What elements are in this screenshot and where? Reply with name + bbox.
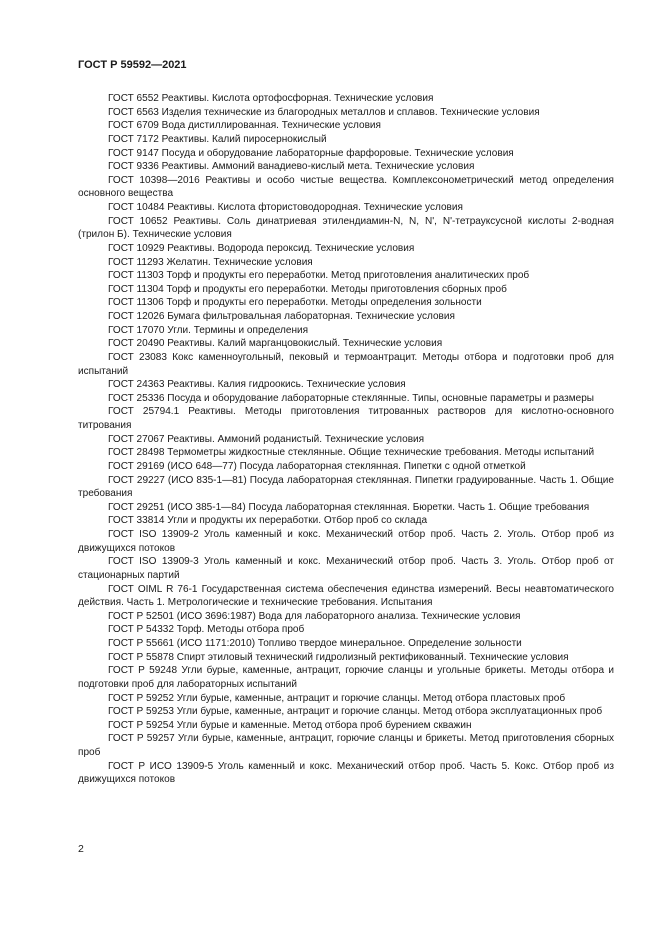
reference-item: ГОСТ Р 59254 Угли бурые и каменные. Метод отбора проб бурением скважин [108, 719, 472, 731]
reference-item: ГОСТ 10929 Реактивы. Водорода пероксид. Технические условия [108, 242, 415, 254]
reference-item: ГОСТ 9336 Реактивы. Аммоний ванадиево-кислый мета. Технические условия [108, 161, 475, 173]
reference-item: ГОСТ 7172 Реактивы. Калий пиросернокислый [108, 133, 327, 145]
reference-item: ГОСТ Р 59257 Угли бурые, каменные, антрацит, горючие сланцы и брикеты. Метод приготовления сборных проб [78, 733, 614, 758]
reference-item: ГОСТ 12026 Бумага фильтровальная лабораторная. Технические условия [108, 311, 455, 322]
reference-item: ГОСТ 17070 Угли. Термины и определения [108, 324, 309, 336]
reference-item: ГОСТ 11306 Торф и продукты его переработки. Методы определения зольности [108, 297, 482, 309]
reference-item: ГОСТ 11304 Торф и продукты его переработки. Методы приготовления сборных проб [108, 283, 507, 295]
reference-item: ГОСТ 6552 Реактивы. Кислота ортофосфорная. Технические условия [108, 93, 434, 104]
reference-item: ГОСТ ISO 13909-3 Уголь каменный и кокс. Механический отбор проб. Часть 3. Уголь. Отбор проб от стационарных партий [78, 556, 614, 581]
reference-item: ГОСТ ISO 13909-2 Уголь каменный и кокс. Механический отбор проб. Часть 2. Уголь. Отбор проб из движущихся потоков [78, 529, 614, 554]
reference-item: ГОСТ 10398—2016 Реактивы и особо чистые вещества. Комплексонометрический метод определения основного вещества [78, 174, 614, 200]
reference-item: ГОСТ 11293 Желатин. Технические условия [108, 256, 313, 268]
reference-item: ГОСТ 23083 Кокс каменноугольный, пековый и термоантрацит. Методы отбора и подготовки проб для испытаний [78, 351, 614, 377]
reference-item: ГОСТ Р 52501 (ИСО 3696:1987) Вода для лабораторного анализа. Технические условия [108, 610, 521, 622]
reference-item: ГОСТ OIML R 76-1 Государственная система обеспечения единства измерений. Весы неавтоматического действия. Часть 1. Метрологические и технические требования. Испытания [78, 583, 614, 609]
reference-item: ГОСТ 10652 Реактивы. Соль динатриевая этилендиамин-N, N, N', N'-тетрауксусной кислоты 2-водная (трилон Б). Технические условия [78, 215, 614, 241]
reference-item: ГОСТ Р 54332 Торф. Методы отбора проб [108, 624, 305, 636]
reference-item: ГОСТ 20490 Реактивы. Калий марганцовокислый. Технические условия [108, 338, 443, 350]
reference-item: ГОСТ 29227 (ИСО 835-1—81) Посуда лабораторная стеклянная. Пипетки градуированные. Часть 1. Общие требования [78, 474, 614, 500]
reference-item: ГОСТ 25336 Посуда и оборудование лабораторные стеклянные. Типы, основные параметры и размеры [108, 392, 595, 404]
reference-item: ГОСТ 6563 Изделия технические из благородных металлов и сплавов. Технические условия [108, 106, 540, 118]
reference-item: ГОСТ 29169 (ИСО 648—77) Посуда лабораторная стеклянная. Пипетки с одной отметкой [108, 460, 526, 472]
reference-item: ГОСТ Р 59253 Угли бурые, каменные, антрацит и горючие сланцы. Метод отбора эксплуатационных проб [108, 706, 603, 718]
page-header: ГОСТ Р 59592—2021 [78, 59, 187, 71]
page-number: 2 [78, 843, 84, 855]
reference-item: ГОСТ 29251 (ИСО 385-1—84) Посуда лабораторная стеклянная. Бюретки. Часть 1. Общие требования [108, 501, 590, 513]
reference-item: ГОСТ 33814 Угли и продукты их переработки. Отбор проб со склада [108, 515, 428, 527]
normative-references-list [78, 92, 614, 787]
reference-item: ГОСТ 10484 Реактивы. Кислота фтористоводородная. Технические условия [108, 202, 463, 213]
reference-item: ГОСТ 27067 Реактивы. Аммоний роданистый. Технические условия [108, 433, 425, 445]
reference-item: ГОСТ 28498 Термометры жидкостные стеклянные. Общие технические требования. Методы испытаний [108, 447, 595, 459]
reference-item: ГОСТ 9147 Посуда и оборудование лабораторные фарфоровые. Технические условия [108, 147, 514, 159]
reference-item: ГОСТ Р ИСО 13909-5 Уголь каменный и кокс. Механический отбор проб. Часть 5. Кокс. Отбор проб из движущихся потоков [78, 760, 614, 786]
reference-item: ГОСТ Р 55878 Спирт этиловый технический гидролизный ректификованный. Технические условия [108, 651, 569, 663]
reference-item: ГОСТ 25794.1 Реактивы. Методы приготовления титрованных растворов для кислотно-основного титрования [78, 406, 614, 431]
reference-item: ГОСТ Р 59252 Угли бурые, каменные, антрацит и горючие сланцы. Метод отбора пластовых проб [108, 692, 566, 704]
reference-item: ГОСТ Р 59248 Угли бурые, каменные, антрацит, горючие сланцы и угольные брикеты. Методы отбора и подготовки проб для лабораторных испытаний [78, 665, 614, 690]
reference-item: ГОСТ Р 55661 (ИСО 1171:2010) Топливо твердое минеральное. Определение зольности [108, 638, 522, 649]
reference-item: ГОСТ 6709 Вода дистиллированная. Технические условия [108, 120, 381, 132]
reference-item: ГОСТ 11303 Торф и продукты его переработки. Метод приготовления аналитических проб [108, 270, 530, 282]
reference-item: ГОСТ 24363 Реактивы. Калия гидроокись. Технические условия [108, 379, 406, 391]
